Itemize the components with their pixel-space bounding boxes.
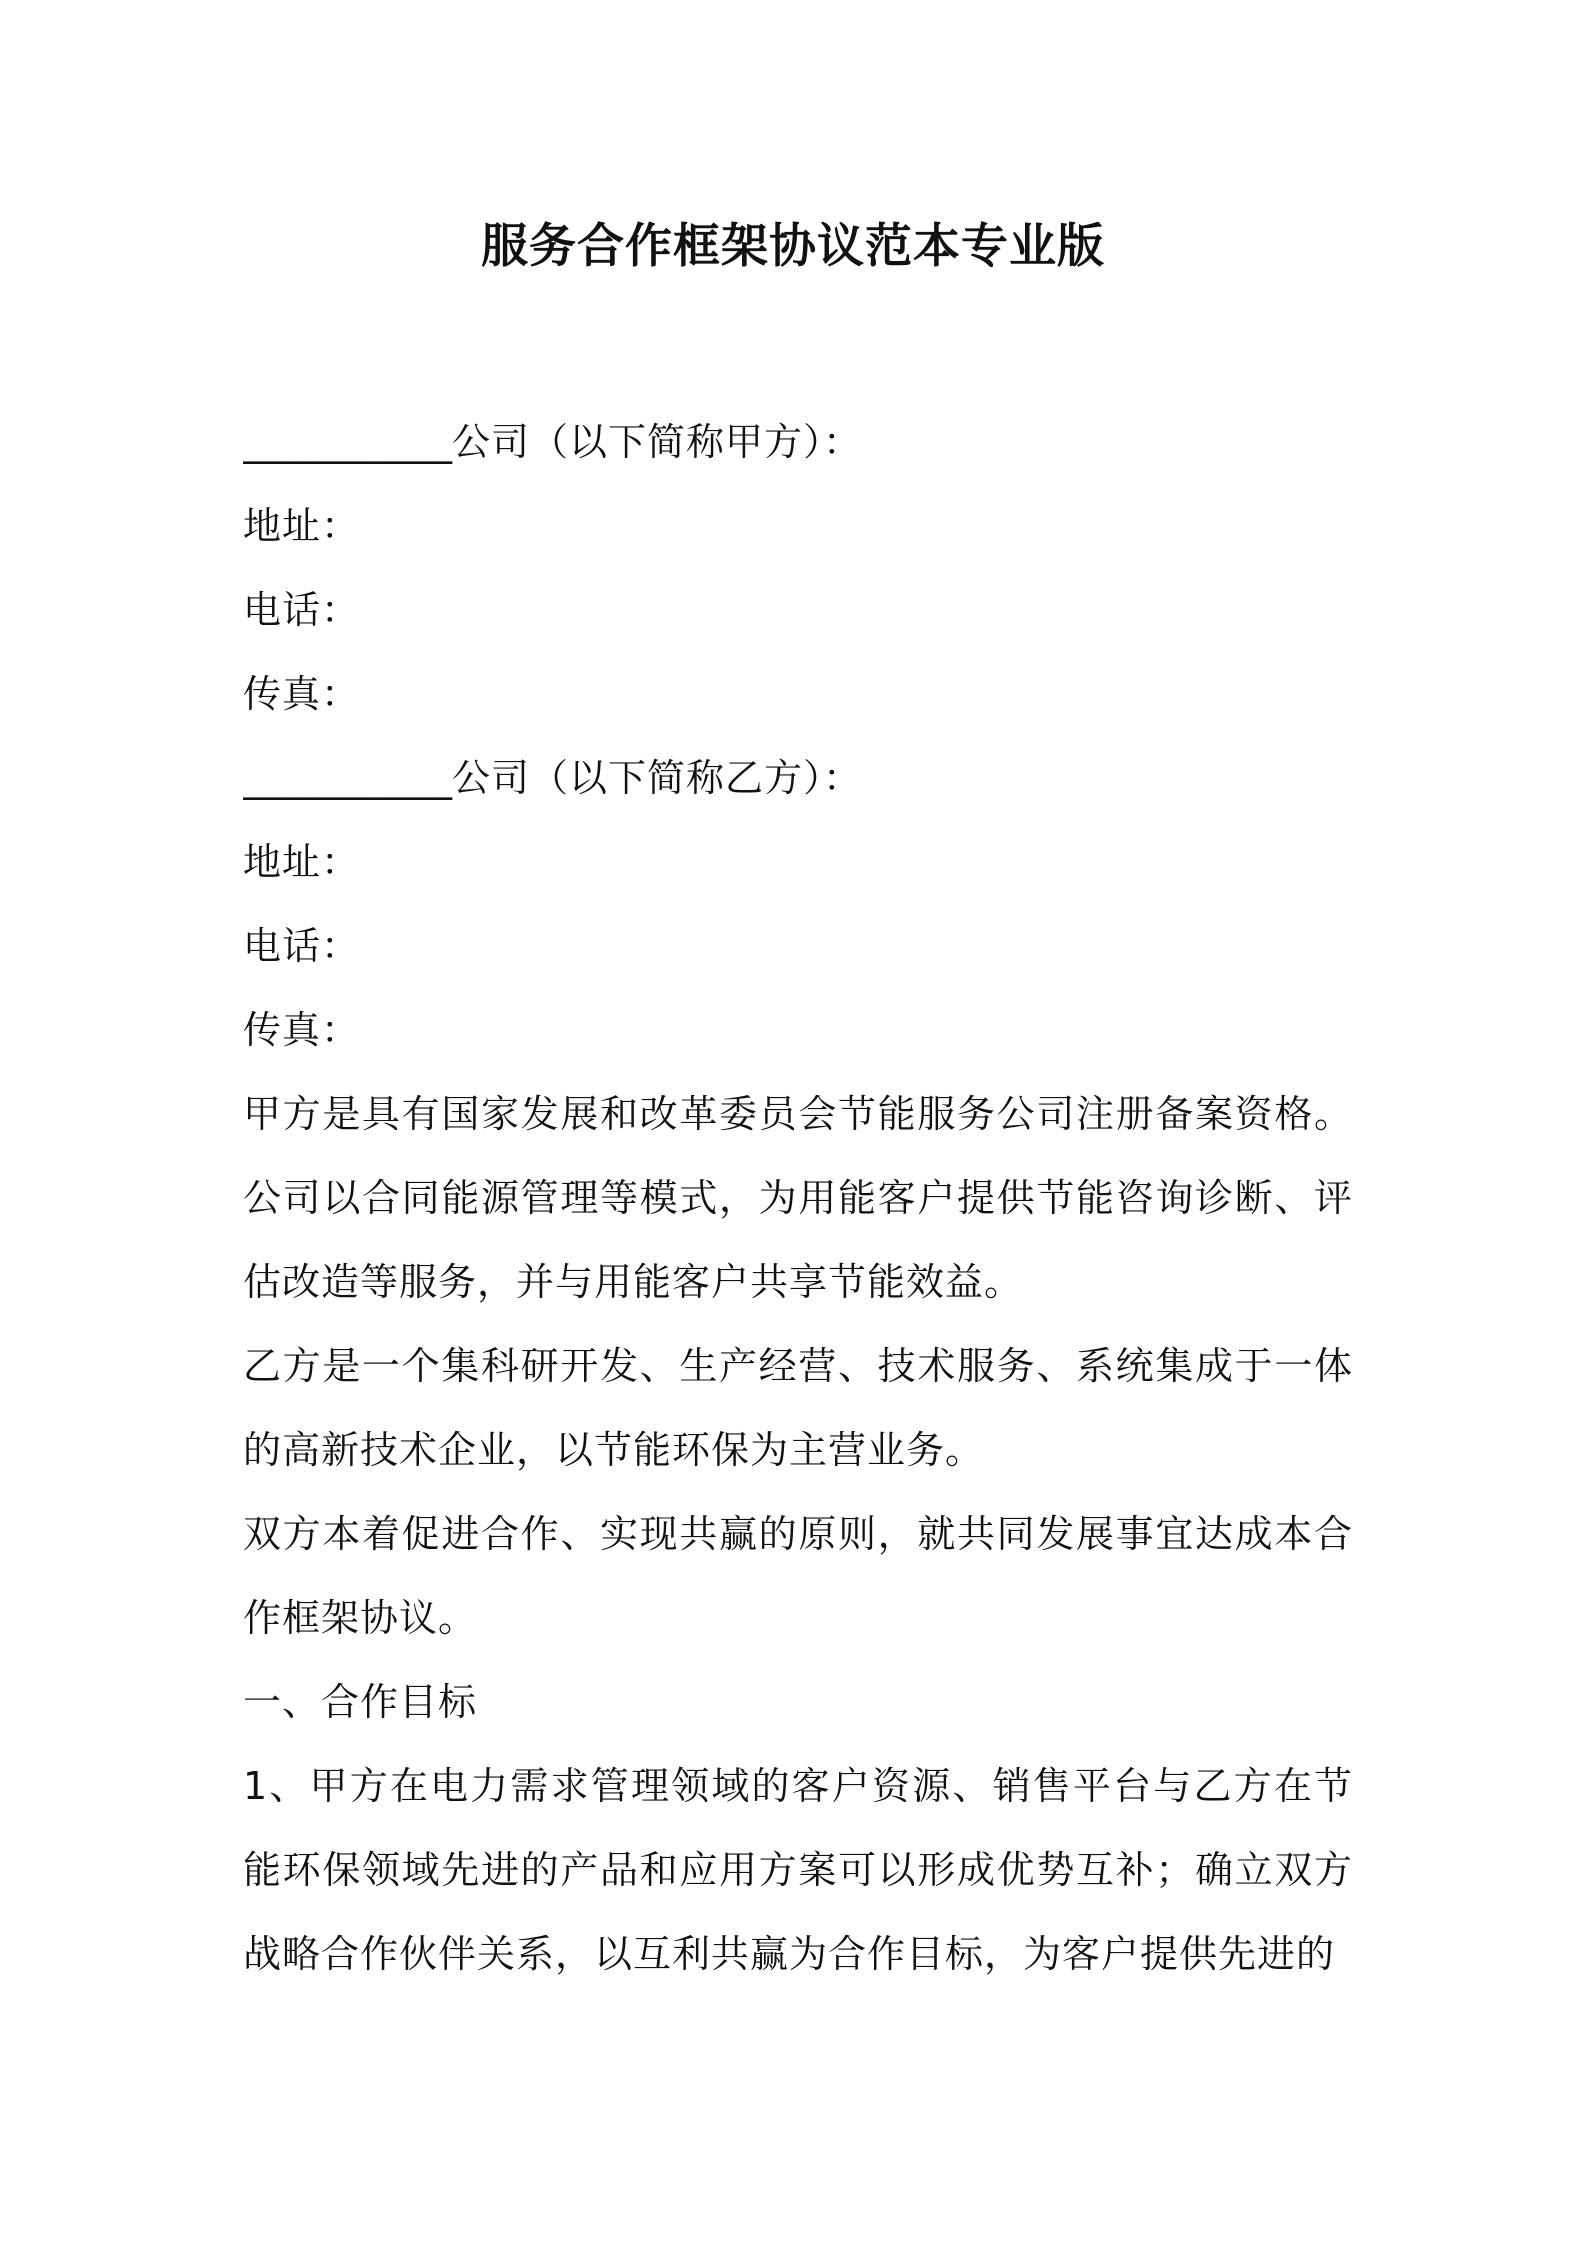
party-b-company-line <box>243 736 1353 820</box>
paragraph-party-a-intro: 甲方是具有国家发展和改革委员会节能服务公司注册备案资格。公司以合同能源管理等模式，为用能客户提供节能咨询诊断、评估改造等服务，并与用能客户共享节能效益。 <box>243 1092 1353 1304</box>
party-b-phone: 电话： <box>243 924 361 968</box>
party-a-company-line <box>243 400 1353 484</box>
document-title: 服务合作框架协议范本专业版 <box>481 219 1105 274</box>
section-item: 1、甲方在电力需求管理领域的客户资源、销售平台与乙方在节能环保领域先进的产品和应用方案可以形成优势互补；确立双方战略合作伙伴关系，以互利共赢为合作目标，为客户提供先进的 <box>243 1764 1353 1976</box>
party-b-address: 地址： <box>243 840 361 884</box>
party-b-fax: 传真： <box>243 1008 361 1052</box>
party-a-company-blank: ___________ <box>243 420 452 464</box>
party-a-fax: 传真： <box>243 672 361 716</box>
party-a-address: 地址： <box>243 504 361 548</box>
paragraph-party-b-intro: 乙方是一个集科研开发、生产经营、技术服务、系统集成于一体的高新技术企业，以节能环保为主营业务。 <box>243 1344 1353 1472</box>
party-a-phone: 电话： <box>243 588 361 632</box>
party-b-company-blank: ___________ <box>243 756 452 800</box>
document-body <box>243 400 1353 1996</box>
section-heading: 一、合作目标 <box>243 1680 478 1724</box>
party-b-company-label: 公司（以下简称乙方）： <box>452 756 863 800</box>
paragraph-agreement-purpose: 双方本着促进合作、实现共赢的原则，就共同发展事宜达成本合作框架协议。 <box>243 1512 1353 1640</box>
party-a-company-label: 公司（以下简称甲方）： <box>452 420 863 464</box>
